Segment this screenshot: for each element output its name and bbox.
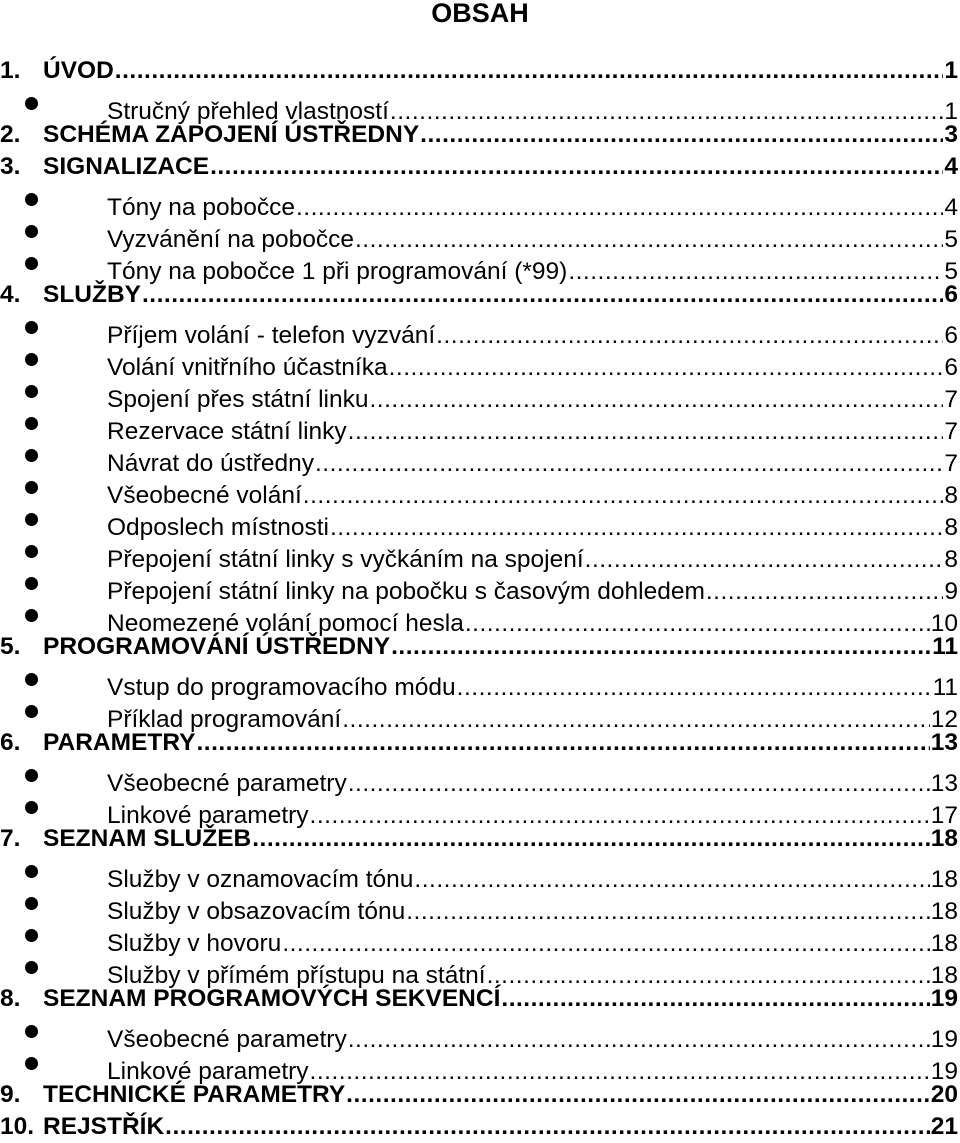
dot-leader — [501, 983, 929, 1015]
toc-chapter-number: 7. — [0, 825, 21, 852]
toc-chapter-entry[interactable] — [0, 983, 958, 1015]
toc-page-number: 7 — [944, 386, 958, 413]
toc-section-entry[interactable] — [0, 535, 958, 573]
bullet-icon — [0, 343, 107, 375]
toc-page-number: 19 — [930, 1058, 958, 1085]
bullet-dot-icon — [25, 225, 38, 238]
toc-entry-title: SEZNAM PROGRAMOVÝCH SEKVENCÍ — [43, 985, 501, 1012]
toc-section-entry[interactable] — [0, 183, 958, 221]
bullet-icon — [0, 1015, 107, 1047]
toc-entry-title: Odposlech místnosti — [107, 514, 329, 541]
toc-entry-title: Tóny na pobočce — [107, 194, 295, 221]
toc-entry-title: Linkové parametry — [107, 802, 309, 829]
bullet-icon — [0, 503, 107, 535]
toc-page-number: 19 — [930, 1026, 958, 1053]
toc-entry-title: SIGNALIZACE — [43, 153, 210, 180]
toc-page-number: 10 — [930, 610, 958, 637]
bullet-dot-icon — [25, 897, 38, 910]
toc-section-entry[interactable] — [0, 215, 958, 253]
toc-entry-title: Služby v hovoru — [107, 930, 282, 957]
toc-entry-title: Návrat do ústředny — [107, 450, 314, 477]
toc-page-number: 4 — [944, 194, 958, 221]
bullet-icon — [0, 375, 107, 407]
bullet-icon — [0, 311, 107, 343]
toc-entry-title: Rezervace státní linky — [107, 418, 347, 445]
bullet-dot-icon — [25, 257, 38, 270]
bullet-dot-icon — [25, 961, 38, 974]
bullet-dot-icon — [25, 1057, 38, 1070]
bullet-icon — [0, 951, 107, 983]
toc-section-entry[interactable] — [0, 599, 958, 637]
toc-section-entry[interactable] — [0, 695, 958, 733]
toc-page-number: 11 — [932, 633, 958, 660]
toc-page-number: 6 — [944, 322, 958, 349]
toc-entry-title: TECHNICKÉ PARAMETRY — [43, 1081, 346, 1108]
bullet-dot-icon — [25, 705, 38, 718]
bullet-dot-icon — [25, 545, 38, 558]
page-title: OBSAH — [431, 0, 529, 28]
bullet-icon — [0, 791, 107, 823]
toc-section-entry[interactable] — [0, 311, 958, 349]
toc-page-number: 9 — [944, 578, 958, 605]
toc-chapter-entry[interactable] — [0, 279, 958, 311]
dot-leader — [210, 151, 943, 183]
toc-chapter-number: 9. — [0, 1081, 21, 1108]
toc-section-entry[interactable] — [0, 791, 958, 829]
toc-page-number: 8 — [944, 514, 958, 541]
bullet-icon — [0, 695, 107, 727]
toc-page-number: 18 — [930, 866, 958, 893]
toc-page-number: 11 — [932, 674, 958, 701]
bullet-icon — [0, 919, 107, 951]
toc-page-number: 13 — [930, 770, 958, 797]
bullet-dot-icon — [25, 385, 38, 398]
toc-entry-title: Všeobecné parametry — [107, 1026, 347, 1053]
toc-page-number: 6 — [944, 281, 958, 308]
toc-page-number: 12 — [930, 706, 958, 733]
toc-chapter-number: 1. — [0, 57, 21, 84]
toc-entry-title: Tóny na pobočce 1 při programování (*99) — [107, 258, 568, 285]
toc-section-entry[interactable] — [0, 343, 958, 381]
toc-section-entry[interactable] — [0, 567, 958, 605]
toc-entry-title: REJSTŘÍK — [43, 1113, 165, 1140]
toc-page-number: 19 — [930, 985, 958, 1012]
bullet-icon — [0, 663, 107, 695]
bullet-icon — [0, 247, 107, 279]
toc-chapter-number: 8. — [0, 985, 21, 1012]
bullet-dot-icon — [25, 449, 38, 462]
bullet-dot-icon — [25, 673, 38, 686]
toc-section-entry[interactable] — [0, 375, 958, 413]
toc-page-number: 18 — [930, 962, 958, 989]
toc-page-number: 21 — [930, 1113, 958, 1140]
toc-page-number: 3 — [944, 121, 958, 148]
table-of-contents — [0, 55, 958, 1143]
bullet-dot-icon — [25, 801, 38, 814]
toc-section-entry[interactable] — [0, 1015, 958, 1053]
toc-page-number: 8 — [944, 482, 958, 509]
toc-page-number: 4 — [944, 153, 958, 180]
dot-leader — [196, 727, 929, 759]
toc-entry-title: SCHÉMA ZAPOJENÍ ÚSTŘEDNY — [43, 121, 420, 148]
bullet-dot-icon — [25, 513, 38, 526]
dot-leader — [165, 1111, 930, 1143]
toc-section-entry[interactable] — [0, 663, 958, 701]
bullet-icon — [0, 759, 107, 791]
toc-chapter-entry[interactable] — [0, 55, 958, 87]
bullet-dot-icon — [25, 321, 38, 334]
toc-entry-title: Volání vnitřního účastníka — [107, 354, 388, 381]
toc-page-number: 7 — [944, 450, 958, 477]
toc-chapter-number: 3. — [0, 153, 21, 180]
bullet-dot-icon — [25, 353, 38, 366]
toc-page-number: 18 — [930, 930, 958, 957]
bullet-icon — [0, 855, 107, 887]
toc-entry-title: Všeobecné volání — [107, 482, 302, 509]
toc-chapter-entry[interactable] — [0, 727, 958, 759]
toc-entry-title: PROGRAMOVÁNÍ ÚSTŘEDNY — [43, 633, 391, 660]
toc-page-number: 13 — [930, 729, 958, 756]
bullet-icon — [0, 887, 107, 919]
bullet-dot-icon — [25, 481, 38, 494]
bullet-icon — [0, 599, 107, 631]
bullet-icon — [0, 1047, 107, 1079]
toc-entry-title: Stručný přehled vlastností — [107, 98, 389, 125]
bullet-icon — [0, 87, 107, 119]
toc-page-number: 1 — [944, 57, 958, 84]
toc-chapter-entry[interactable] — [0, 1079, 958, 1111]
toc-page-number: 18 — [930, 898, 958, 925]
toc-section-entry[interactable] — [0, 919, 958, 957]
toc-entry-title: Přepojení státní linky s vyčkáním na spojení — [107, 546, 584, 573]
toc-entry-title: Neomezené volání pomocí hesla — [107, 610, 464, 637]
toc-page-number: 6 — [944, 354, 958, 381]
bullet-dot-icon — [25, 193, 38, 206]
dot-leader — [346, 1079, 930, 1111]
bullet-icon — [0, 183, 107, 215]
toc-entry-title: Vstup do programovacího módu — [107, 674, 456, 701]
toc-section-entry[interactable] — [0, 407, 958, 445]
bullet-dot-icon — [25, 1025, 38, 1038]
toc-section-entry[interactable] — [0, 503, 958, 541]
dot-leader — [391, 631, 931, 663]
toc-entry-title: SLUŽBY — [43, 281, 141, 308]
toc-page-number: 17 — [930, 802, 958, 829]
toc-page-number: 8 — [944, 546, 958, 573]
toc-entry-title: Služby v přímém přístupu na státní — [107, 962, 486, 989]
toc-entry-title: ÚVOD — [43, 57, 114, 84]
toc-section-entry[interactable] — [0, 855, 958, 893]
toc-page-number: 5 — [944, 226, 958, 253]
toc-page-number: 18 — [930, 825, 958, 852]
toc-chapter-entry[interactable] — [0, 823, 958, 855]
bullet-icon — [0, 471, 107, 503]
toc-chapter-entry[interactable] — [0, 119, 958, 151]
toc-entry-title: Služby v oznamovacím tónu — [107, 866, 414, 893]
toc-chapter-entry[interactable] — [0, 1111, 958, 1143]
dot-leader — [420, 119, 943, 151]
toc-chapter-number: 6. — [0, 729, 21, 756]
toc-section-entry[interactable] — [0, 951, 958, 989]
toc-chapter-number: 4. — [0, 281, 21, 308]
toc-chapter-number: 2. — [0, 121, 21, 148]
toc-section-entry[interactable] — [0, 759, 958, 797]
toc-entry-title: Příjem volání - telefon vyzvání — [107, 322, 436, 349]
bullet-dot-icon — [25, 929, 38, 942]
toc-entry-title: Linkové parametry — [107, 1058, 309, 1085]
dot-leader — [142, 279, 943, 311]
dot-leader — [115, 55, 944, 87]
bullet-dot-icon — [25, 609, 38, 622]
toc-chapter-number: 5. — [0, 633, 21, 660]
toc-section-entry[interactable] — [0, 887, 958, 925]
toc-entry-title: Příklad programování — [107, 706, 342, 733]
bullet-icon — [0, 535, 107, 567]
toc-section-entry[interactable] — [0, 1047, 958, 1085]
toc-chapter-number: 10. — [0, 1113, 35, 1140]
bullet-dot-icon — [25, 97, 38, 110]
toc-entry-title: Přepojení státní linky na pobočku s časovým dohledem — [107, 578, 705, 605]
toc-entry-title: Služby v obsazovacím tónu — [107, 898, 406, 925]
toc-entry-title: Všeobecné parametry — [107, 770, 347, 797]
bullet-dot-icon — [25, 577, 38, 590]
toc-entry-title: PARAMETRY — [43, 729, 196, 756]
toc-chapter-entry[interactable] — [0, 151, 958, 183]
toc-page-number: 5 — [944, 258, 958, 285]
toc-section-entry[interactable] — [0, 87, 958, 125]
bullet-icon — [0, 567, 107, 599]
toc-entry-title: Spojení přes státní linku — [107, 386, 369, 413]
toc-entry-title: Vyzvánění na pobočce — [107, 226, 354, 253]
toc-page-number: 20 — [930, 1081, 958, 1108]
toc-entry-title: SEZNAM SLUŽEB — [43, 825, 252, 852]
bullet-icon — [0, 215, 107, 247]
toc-chapter-entry[interactable] — [0, 631, 958, 663]
toc-page-number: 1 — [944, 98, 958, 125]
dot-leader — [252, 823, 929, 855]
bullet-dot-icon — [25, 865, 38, 878]
bullet-icon — [0, 407, 107, 439]
bullet-dot-icon — [25, 417, 38, 430]
toc-section-entry[interactable] — [0, 471, 958, 509]
bullet-icon — [0, 439, 107, 471]
toc-page-number: 7 — [944, 418, 958, 445]
bullet-dot-icon — [25, 769, 38, 782]
toc-section-entry[interactable] — [0, 439, 958, 477]
toc-section-entry[interactable] — [0, 247, 958, 285]
